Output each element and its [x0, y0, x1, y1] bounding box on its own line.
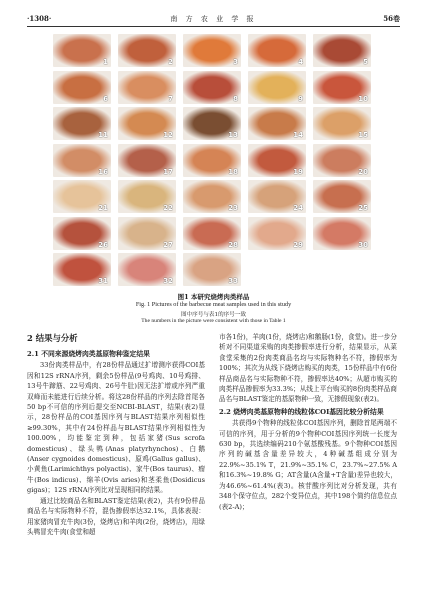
volume-label: 56卷 — [383, 14, 400, 23]
sample-number-label: 19 — [293, 167, 303, 176]
sample-photo — [118, 144, 176, 177]
sample-number-label: 30 — [358, 240, 368, 249]
right-column — [219, 332, 397, 512]
journal-name: 南 方 农 业 学 报 — [170, 15, 257, 23]
sample-number-label: 33 — [228, 277, 238, 285]
sample-number-label: 26 — [98, 240, 108, 249]
sample-number-label: 3 — [233, 58, 238, 66]
sample-photo — [118, 71, 176, 104]
paragraph: 33份肉类样品中，有28份样品通过扩增测序获得COI基因和12S rRNA序列，剩余5份样品(9号鸡肉、10号鸡排、13号牛蹄筋、22号鸡肉、26号牛肚)因无法扩增或序列严重双峰而未能进行后续分析。将这28份样品的序列去除首尾各50 bp不可信的序列后提交至NCBI-BLAST，结果(表2)显示，28份样品的COI基因序列与BLAST结果序列相似性≥99.30%，其中有24份样品与BLAST结果序列相似性为100.00%，均能鉴定到种，包括家猪(Sus scrofa domesticus)、绿头鸭(Anas platyrhynchos)、白鹅(Anser cygnoides domesticus)、原鸡(Gallus gallus)、小黄鱼(Larimichthys polyactis)、家牛(Bos taurus)、瘤牛(Bos indicus)、绵羊(Ovis aries)和茎柔鱼(Dosidicus gigas)；12S rRNA序列比对呈现相同的结果。 — [27, 361, 205, 495]
sample-number-label: 11 — [98, 131, 108, 139]
sample-photo — [248, 71, 306, 104]
sample-number-label: 32 — [163, 277, 173, 285]
sample-photo — [183, 253, 241, 286]
subsection-heading-2-2: 2.2 烧烤肉类基原物种的线粒体COI基因比较分析结果 — [219, 407, 384, 416]
header-rule — [27, 26, 400, 27]
figure-note-en: The numbers in the picture were consistent with those in Table 1 — [141, 318, 286, 324]
sample-number-label: 15 — [358, 131, 368, 139]
sample-photo — [248, 107, 306, 140]
sample-photo-grid — [53, 34, 373, 285]
section-heading: 2 结果与分析 — [27, 333, 78, 343]
sample-number-label: 5 — [363, 58, 368, 66]
sample-number-label: 28 — [228, 240, 238, 249]
sample-photo-figure — [53, 34, 373, 285]
sample-number-label: 6 — [103, 94, 108, 103]
sample-number-label: 13 — [228, 131, 238, 139]
sample-photo — [248, 34, 306, 67]
sample-number-label: 1 — [103, 58, 108, 66]
sample-photo — [183, 217, 241, 250]
sample-photo — [53, 144, 111, 177]
running-header — [27, 14, 400, 26]
figure-caption-en: Fig. 1 Pictures of the barbecue meat samples used in this study — [135, 301, 292, 308]
page-number: ·1308· — [27, 14, 52, 23]
sample-number-label: 25 — [358, 204, 368, 212]
sample-number-label: 20 — [358, 167, 368, 176]
sample-photo — [53, 180, 111, 213]
sample-photo — [53, 253, 111, 286]
sample-number-label: 24 — [293, 204, 303, 212]
sample-photo — [248, 180, 306, 213]
sample-photo — [183, 34, 241, 67]
sample-photo — [313, 71, 371, 104]
sample-photo — [53, 34, 111, 67]
sample-number-label: 23 — [228, 204, 238, 212]
sample-number-label: 14 — [293, 131, 303, 139]
sample-photo — [248, 144, 306, 177]
sample-number-label: 22 — [163, 204, 173, 212]
sample-photo — [118, 253, 176, 286]
sample-photo — [118, 217, 176, 250]
sample-number-label: 7 — [168, 94, 173, 103]
paragraph: 通过比较商品名和BLAST鉴定结果(表2)，共有9份样品商品名与实际物种不符，混伪掺假率达32.1%，具体表现：用家猪肉冒充牛肉(3份，烧烤店)和羊肉(2份，烧烤店)，用绿头鸭冒充牛肉(食堂和超 — [27, 496, 205, 536]
sample-number-label: 17 — [163, 167, 173, 176]
sample-photo — [183, 71, 241, 104]
sample-photo — [53, 107, 111, 140]
paragraph: 市各1份)，羊肉(1份，烧烤店)和鹅肠(1份，食堂)。进一步分析对不同渠道采购的肉类掺假率进行分析，结果显示，从菜食堂采集的2份肉类商品名均与实际物种名不符，掺假率为100%；其次为从线下烧烤店购买的肉类，15份样品中有6份样品商品名与实际物种不符，掺假率达40%；从超市购买的肉类样品掺假率为33.3%；从线上平台购买的8份肉类样品商品名与BLAST鉴定的基原物种一致，无掺假现象(表2)。 — [219, 333, 397, 404]
sample-number-label: 12 — [163, 131, 173, 139]
sample-number-label: 4 — [298, 58, 303, 66]
sample-photo — [118, 107, 176, 140]
sample-number-label: 2 — [168, 58, 173, 66]
left-column — [27, 332, 205, 537]
sample-number-label: 27 — [163, 240, 173, 249]
sample-number-label: 9 — [298, 94, 303, 103]
sample-photo — [183, 144, 241, 177]
sample-number-label: 8 — [233, 94, 238, 103]
sample-photo — [183, 107, 241, 140]
sample-number-label: 16 — [98, 167, 108, 176]
sample-number-label: 21 — [98, 204, 108, 212]
paragraph: 共获得9个物种的线粒体COI基因序列，删除首尾两端不可信的序列，用于分析的9个物种COI基因序列统一长度为630 bp，共选续编码210个氨基酸残基。9个物种COI基因序列的碱基含量差异较大，4种碱基组成分别为22.9%~35.1% T，21.9%~35.1% C，23.7%~27.5% A和16.3%~19.8% G；AT含量(A含量+T含量)差异也较大，为46.6%~61.4%(表3)。核苷酸序列比对分析发现，共有348个保守位点，282个变异位点，其中198个简约信息位点(表2-A)； — [219, 419, 397, 511]
sample-number-label: 31 — [98, 277, 108, 285]
figure-caption-zh: 图1 本研究烧烤肉类样品 — [177, 293, 250, 301]
sample-number-label: 29 — [293, 240, 303, 249]
sample-photo — [313, 144, 371, 177]
sample-photo — [53, 217, 111, 250]
sample-number-label: 10 — [358, 94, 368, 103]
sample-photo — [313, 217, 371, 250]
sample-photo — [248, 217, 306, 250]
sample-photo — [313, 34, 371, 67]
subsection-heading-2-1: 2.1 不同来源烧烤肉类基原物种鉴定结果 — [27, 350, 150, 358]
sample-number-label: 18 — [228, 167, 238, 176]
figure-note-zh: 图中序号与表1的序号一致 — [180, 312, 247, 318]
sample-photo — [313, 180, 371, 213]
sample-photo — [118, 34, 176, 67]
sample-photo — [118, 180, 176, 213]
sample-photo — [313, 107, 371, 140]
sample-photo — [53, 71, 111, 104]
sample-photo — [183, 180, 241, 213]
